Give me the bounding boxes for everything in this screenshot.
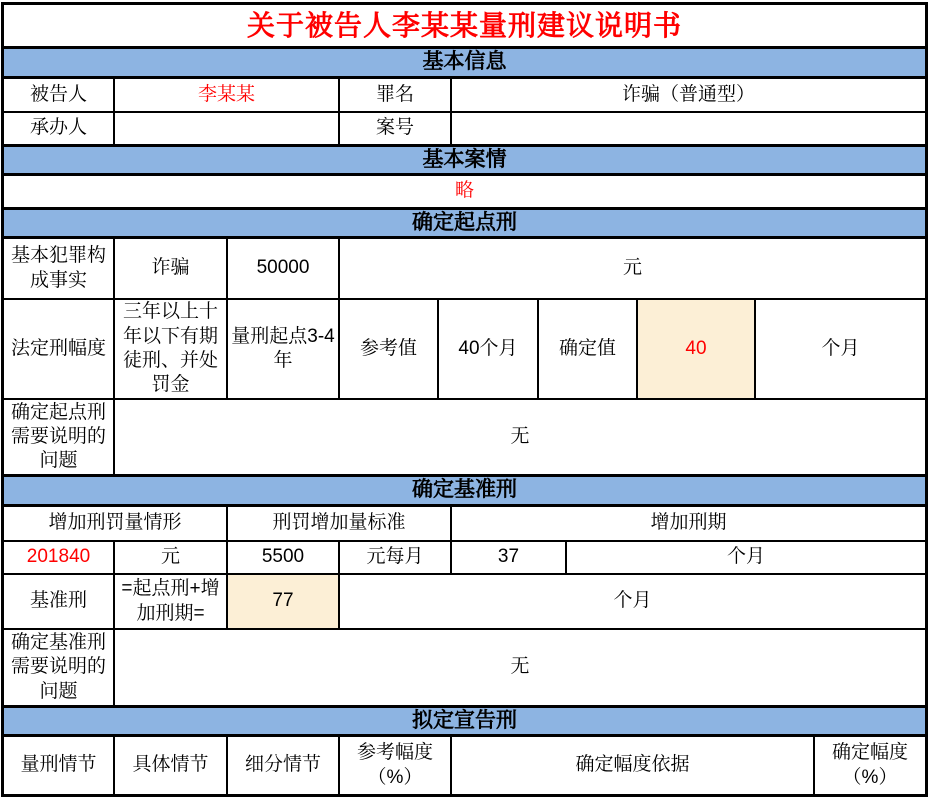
sentencing-worksheet — [1, 2, 928, 797]
section-title-starting-penalty: 确定起点刑 — [412, 210, 517, 234]
case-no-label: 案号 — [340, 113, 452, 144]
section-header-case-facts — [4, 147, 925, 176]
increase-std-unit: 元每月 — [340, 542, 452, 573]
crime-amount-unit: 元 — [622, 257, 642, 279]
col-header-basis: 确定幅度依据 — [452, 737, 815, 794]
col-header-ref-range: 参考幅度（%） — [340, 737, 452, 794]
base-penalty-notes-label: 确定基准刑需要说明的问题 — [4, 630, 115, 705]
determined-value-unit: 个月 — [821, 337, 860, 359]
charge-label: 罪名 — [340, 79, 452, 111]
case-facts-value-cell[interactable]: 略 — [454, 180, 474, 202]
handler-value-cell[interactable] — [115, 113, 340, 144]
section-title-declared-penalty: 拟定宣告刑 — [412, 708, 517, 732]
statutory-range-value-cell[interactable]: 三年以上十年以下有期徒刑、并处罚金 — [115, 300, 228, 398]
base-penalty-formula: =起点刑+增加刑期= — [115, 575, 228, 628]
col-header-determined-range: 确定幅度（%） — [831, 742, 908, 788]
defendant-name-cell[interactable]: 李某某 — [115, 79, 340, 111]
increase-amount-cell[interactable]: 201840 — [4, 542, 115, 573]
title-row — [4, 5, 925, 49]
determined-value-input-cell[interactable]: 40 — [638, 300, 756, 398]
table-row — [4, 542, 925, 575]
handler-label: 承办人 — [4, 113, 115, 144]
case-no-value-cell[interactable] — [452, 113, 925, 144]
basic-crime-label: 基本犯罪构成事实 — [4, 239, 115, 298]
charge-value-cell[interactable]: 诈骗（普通型） — [621, 83, 755, 105]
table-row — [4, 79, 925, 113]
starting-penalty-notes-cell[interactable]: 无 — [510, 425, 530, 447]
table-row — [4, 300, 925, 400]
increase-term-value-cell[interactable]: 37 — [452, 542, 567, 573]
increase-term-unit: 个月 — [726, 546, 765, 568]
table-header-row — [4, 737, 925, 794]
increase-std-label: 刑罚增加量标准 — [228, 507, 452, 540]
increase-case-label: 增加刑罚量情形 — [4, 507, 228, 540]
section-title-basic-info: 基本信息 — [422, 50, 507, 74]
reference-label: 参考值 — [340, 300, 439, 398]
section-header-declared-penalty — [4, 708, 925, 737]
table-row — [4, 400, 925, 477]
increase-term-label: 增加刑期 — [650, 512, 727, 534]
table-row — [4, 507, 925, 542]
col-header-specific: 具体情节 — [115, 737, 228, 794]
reference-value-cell[interactable]: 40个月 — [439, 300, 539, 398]
starting-penalty-notes-label: 确定起点刑需要说明的问题 — [4, 400, 115, 474]
increase-std-value-cell[interactable]: 5500 — [228, 542, 340, 573]
table-row — [4, 176, 925, 210]
section-header-basic-info — [4, 49, 925, 79]
table-row — [4, 113, 925, 147]
crime-type-cell[interactable]: 诈骗 — [115, 239, 228, 298]
defendant-label: 被告人 — [4, 79, 115, 111]
col-header-circumstance: 量刑情节 — [4, 737, 115, 794]
col-header-sub: 细分情节 — [228, 737, 340, 794]
table-row — [4, 630, 925, 708]
crime-amount-cell[interactable]: 50000 — [228, 239, 340, 298]
base-penalty-value-input-cell[interactable]: 77 — [228, 575, 340, 628]
base-penalty-label: 基准刑 — [4, 575, 115, 628]
section-header-base-penalty — [4, 477, 925, 507]
table-row — [4, 575, 925, 630]
section-title-base-penalty: 确定基准刑 — [412, 478, 517, 502]
section-title-case-facts: 基本案情 — [422, 147, 507, 171]
base-penalty-unit: 个月 — [613, 590, 652, 612]
determined-label: 确定值 — [539, 300, 638, 398]
section-header-starting-penalty — [4, 210, 925, 239]
page-title: 关于被告人李某某量刑建议说明书 — [246, 9, 682, 41]
starting-point-range-cell[interactable]: 量刑起点3-4年 — [228, 300, 340, 398]
base-penalty-notes-cell[interactable]: 无 — [510, 656, 530, 678]
statutory-range-label: 法定刑幅度 — [4, 300, 115, 398]
increase-amount-unit: 元 — [115, 542, 228, 573]
table-row — [4, 239, 925, 300]
